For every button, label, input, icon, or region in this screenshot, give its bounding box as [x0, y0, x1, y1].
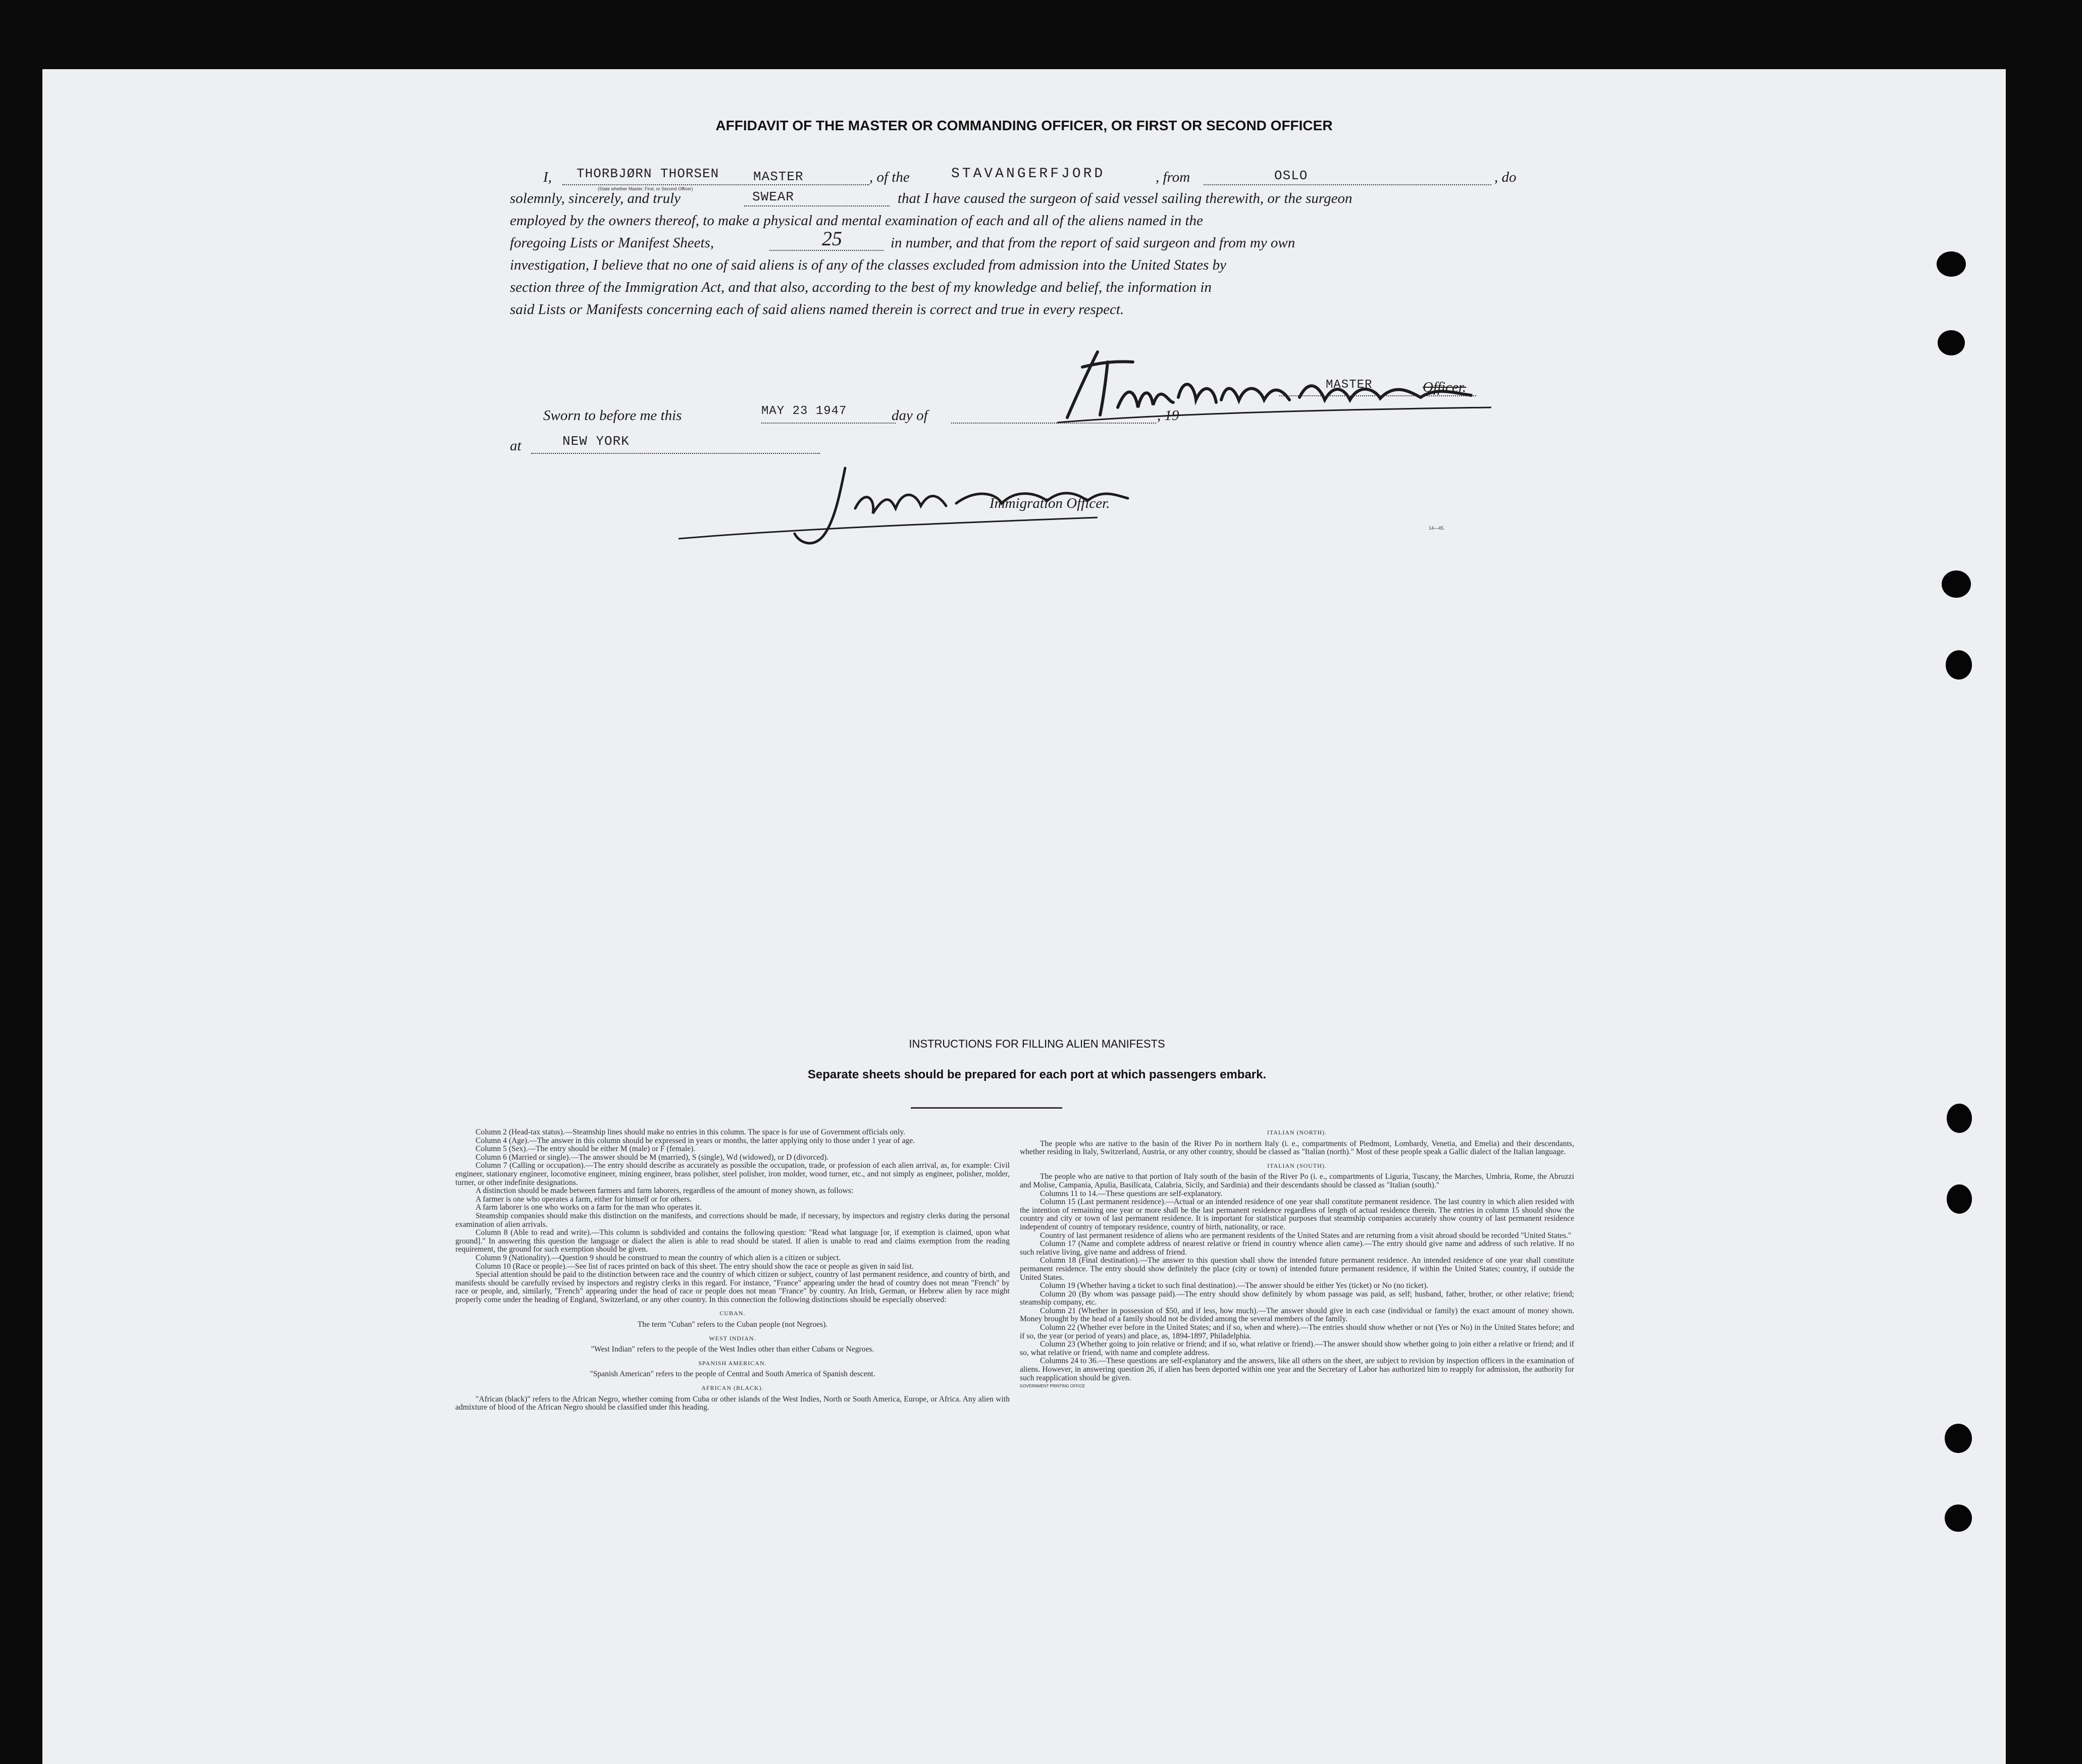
affidavit-line-5: investigation, I believe that no one of said aliens is of any of the classes excluded from admission into the United States by: [510, 257, 1226, 273]
oath-line: [744, 205, 890, 206]
officer-word: Officer.: [1423, 379, 1467, 395]
african-text: "African (black)" refers to the African Negro, whether coming from Cuba or other islands of the West Indies, North or South America, Europe, or Africa. Any alien with admixture of blood of the African Negro should be classified under this heading.: [455, 1394, 1010, 1412]
instructions-left-column: [455, 1128, 1010, 1412]
day-of-label: day of: [892, 407, 928, 424]
spanish-american-text: "Spanish American" refers to the people of Central and South America of Spanish descent.: [590, 1370, 875, 1379]
instruction-paragraph: Column 5 (Sex).—The entry should be either M (male) or F (female).: [476, 1145, 696, 1154]
cuban-text: The term "Cuban" refers to the Cuban people (not Negroes).: [637, 1320, 828, 1329]
west-indian-text: "West Indian" refers to the people of the West Indies other than either Cubans or Negroes.: [591, 1345, 874, 1354]
instruction-paragraph: Column 8 (Able to read and write).—This column is subdivided and contains the following question: "Read what language [or, if exemption is claimed, upon what ground]." In answering this question the language or dialect the alien is able to read should be stated. If alien is unable to read and claims exemption from the reading requirement, the ground for such exemption should be given.: [455, 1228, 1010, 1254]
instruction-paragraph: Columns 24 to 36.—These questions are self-explanatory and the answers, like all others on the sheet, are subject to revision by inspection officers in the examination of aliens. However, in answering question 26, if alien has been deported within one year and the Secretary of Labor has authorized him to reapply for admission, the authority for such reapplication should be given.: [1020, 1357, 1574, 1382]
immigration-officer-label: Immigration Officer.: [990, 495, 1110, 511]
port-from-line: [1204, 184, 1491, 185]
instruction-paragraph: Special attention should be paid to the distinction between race and the country of which citizen or subject, country of last permanent residence, and country of birth, and manifests should be carefully revised by inspectors and registry clerks in this regard. For instance, "France" appearing under the head of country does not mean "French" by race or people, and, similarly, "French" appearing under the head of race or people does not mean "France" by country. An Irish, German, or Hebrew alien by race might properly come under the heading of England, Switzerland, or any other country. In this connection the following distinctions should be especially observed:: [455, 1270, 1010, 1304]
affidavit-line-2b: that I have caused the surgeon of said vessel sailing therewith, or the surgeon: [898, 190, 1352, 206]
instruction-paragraph: Column 7 (Calling or occupation).—The entry should describe as accurately as possible the occupation, trade, or profession of each alien arrival, as, for example: Civil engineer, stationary engineer, locomotive engineer, mining engineer, brass polisher, steel polisher, iron molder, wood turner, etc., and not simply as engineer, polisher, molder, turner, or other indefinite designations.: [455, 1161, 1010, 1187]
instruction-paragraph: Column 2 (Head-tax status).—Steamship lines should make no entries in this column. The space is for use of Government officials only.: [476, 1128, 906, 1136]
place: NEW YORK: [562, 434, 630, 449]
sworn-label: Sworn to before me this: [543, 407, 682, 424]
african-heading: AFRICAN (BLACK).: [701, 1384, 764, 1392]
instruction-paragraph: The people who are native to that portion of Italy south of the basin of the River Po (i. e., compartments of Liguria, Tuscany, the Marches, Umbria, Rome, the Abruzzi and Molise, Campania, Apulia, Basilicata, Calabria, Sicily, and Sardinia) and their descendants should be classed as "Italian (south).": [1020, 1172, 1574, 1189]
instruction-paragraph: Country of last permanent residence of aliens who are permanent residents of the United States and are returning from a visit abroad should be recorded "United States.": [1040, 1231, 1572, 1240]
punch-hole: [1942, 570, 1971, 598]
cuban-heading: CUBAN.: [719, 1310, 746, 1317]
instruction-paragraph: Column 21 (Whether in possession of $50, and if less, how much).—The answer should give in each case (individual or family) the exact amount of money shown. Money brought by the head of a family should not be divided among the several members of the family.: [1020, 1306, 1574, 1324]
instruction-paragraph: Steamship companies should make this distinction on the manifests, and corrections should be made, if necessary, by inspectors and registry clerks during the personal examination of alien arrivals.: [455, 1211, 1010, 1229]
signer-title: MASTER: [1326, 378, 1373, 392]
at-label: at: [510, 438, 522, 454]
instruction-paragraph: Column 10 (Race or people).—See list of races printed on back of this sheet. The entry should show the race or people as given in said list.: [476, 1262, 914, 1271]
month-line: [951, 423, 1156, 424]
manifest-sheet: [42, 69, 2006, 1764]
instructions-title: INSTRUCTIONS FOR FILLING ALIEN MANIFESTS: [909, 1037, 1165, 1050]
italian-north-heading: ITALIAN (NORTH).: [1267, 1129, 1327, 1136]
affidavit-line-6: section three of the Immigration Act, and that also, according to the best of my knowledge and belief, the information in: [510, 279, 1212, 295]
instruction-paragraph: Column 22 (Whether ever before in the United States; and if so, when and where).—The entries should show whether or not (Yes or No) in the United States before; and if so, the year (or period of years) and place, as, 1894-1897, Philadelphia.: [1020, 1323, 1574, 1340]
rank-note: (State whether Master, First, or Second Officer): [598, 186, 693, 191]
i-label: I,: [543, 169, 552, 185]
affidavit-line-2a: solemnly, sincerely, and truly: [510, 190, 681, 206]
italian-south-heading: ITALIAN (SOUTH).: [1267, 1162, 1327, 1169]
officer-name: THORBJØRN THORSEN: [577, 166, 719, 181]
affidavit-title: AFFIDAVIT OF THE MASTER OR COMMANDING OFFICER, OR FIRST OR SECOND OFFICER: [715, 118, 1333, 133]
affidavit-line-3: employed by the owners thereof, to make a physical and mental examination of each and all of the aliens named in the: [510, 213, 1203, 229]
vessel-name: STAVANGERFJORD: [951, 166, 1106, 182]
sworn-date: MAY 23 1947: [761, 404, 847, 418]
italian-north-text: The people who are native to the basin of the River Po in northern Italy (i. e., compartments of Piedmont, Lombardy, Venetia, and Emelia) and their descendants, whether residing in Italy, Switzerland, Austria, or any other country, should be classed as "Italian (north)." Most of these people speak a Gallic dialect of the Italian language.: [1020, 1139, 1574, 1157]
punch-hole: [1938, 330, 1965, 355]
sheet-count: 25: [822, 227, 842, 250]
of-the-label: , of the: [869, 169, 910, 185]
instruction-paragraph: Columns 11 to 14.—These questions are self-explanatory.: [1040, 1189, 1223, 1198]
affidavit-line-4a: foregoing Lists or Manifest Sheets,: [510, 235, 714, 251]
officer-name-line: [562, 184, 869, 185]
instruction-paragraph: A farm laborer is one who works on a farm for the man who operates it.: [476, 1203, 702, 1212]
instruction-paragraph: A farmer is one who operates a farm, either for himself or for others.: [476, 1195, 692, 1204]
punch-hole: [1947, 1104, 1972, 1133]
spanish-american-heading: SPANISH AMERICAN.: [698, 1359, 767, 1367]
affidavit-line-7: said Lists or Manifests concerning each of said aliens named therein is correct and true in every respect.: [510, 301, 1124, 318]
instruction-paragraph: Column 17 (Name and complete address of nearest relative or friend in country whence alien came).—The entry should give name and address of such relative. If no such relative living, give name and address of friend.: [1020, 1239, 1574, 1257]
instruction-paragraph: Column 6 (Married or single).—The answer should be M (married), S (single), Wd (widowed), or D (divorced).: [476, 1153, 829, 1162]
instruction-paragraph: Column 18 (Final destination).—The answer to this question shall show the intended future permanent residence. An intended residence of one year shall constitute permanent residence. The entry should show definitely the place (city or town) of intended future permanent residence, if within the United States; country, if outside the United States.: [1020, 1256, 1574, 1282]
punch-hole: [1945, 1504, 1972, 1532]
instruction-paragraph: Column 20 (By whom was passage paid).—The entry should show definitely by whom passage was paid, as self; husband, father, brother, or other relative; friend; steamship company, etc.: [1020, 1289, 1574, 1307]
punch-hole: [1947, 1184, 1972, 1214]
from-label: , from: [1156, 169, 1190, 185]
do-label: , do: [1494, 169, 1517, 185]
punch-hole: [1937, 251, 1966, 277]
instructions-right-column: [1020, 1128, 1574, 1391]
west-indian-heading: WEST INDIAN.: [709, 1334, 756, 1342]
punch-hole: [1945, 1424, 1972, 1453]
instructions-divider: [911, 1107, 1062, 1109]
punch-hole: [1946, 650, 1972, 680]
instruction-paragraph: Column 23 (Whether going to join relative or friend; and if so, what relative or friend).—The answer should show whether going to join either a relative or friend; and if so, what relative or friend, with name and complete address.: [1020, 1340, 1574, 1357]
instruction-paragraph: A distinction should be made between farmers and farm laborers, regardless of the amount of money shown, as follows:: [476, 1186, 854, 1196]
port-from: OSLO: [1274, 168, 1308, 183]
affidavit-line-4b: in number, and that from the report of said surgeon and from my own: [891, 235, 1295, 251]
year-prefix: , 19: [1157, 407, 1179, 424]
instruction-paragraph: Column 15 (Last permanent residence).—Actual or an intended residence of one year shall constitute permanent residence. The last country in which alien resided with the intention of remaining one year or more shall be the last permanent residence regardless of length of actual residence therein. The entries in column 15 should show the country and city or town of last permanent residence. It is important for statistical purposes that steamship companies accurately show country of last permanent residence independent of country of temporary residence, country of birth, nationality, or race.: [1020, 1198, 1574, 1231]
instruction-paragraph: Column 4 (Age).—The answer in this column should be expressed in years or months, the latter applying only to those under 1 year of age.: [476, 1136, 915, 1145]
instruction-paragraph: Column 19 (Whether having a ticket to such final destination).—The answer should be either Yes (ticket) or No (no ticket).: [1040, 1281, 1429, 1290]
instruction-paragraph: Column 9 (Nationality).—Question 9 should be construed to mean the country of which alien is a citizen or subject.: [476, 1253, 841, 1262]
master-signature: [1047, 306, 1501, 438]
oath-word: SWEAR: [752, 189, 795, 204]
instructions-subtitle: Separate sheets should be prepared for each port at which passengers embark.: [807, 1068, 1267, 1081]
printer-imprint: GOVERNMENT PRINTING OFFICE: [1020, 1384, 1085, 1389]
sworn-date-line: [761, 423, 896, 424]
officer-rank: MASTER: [753, 169, 804, 184]
form-number: 14—45.: [1429, 526, 1445, 531]
